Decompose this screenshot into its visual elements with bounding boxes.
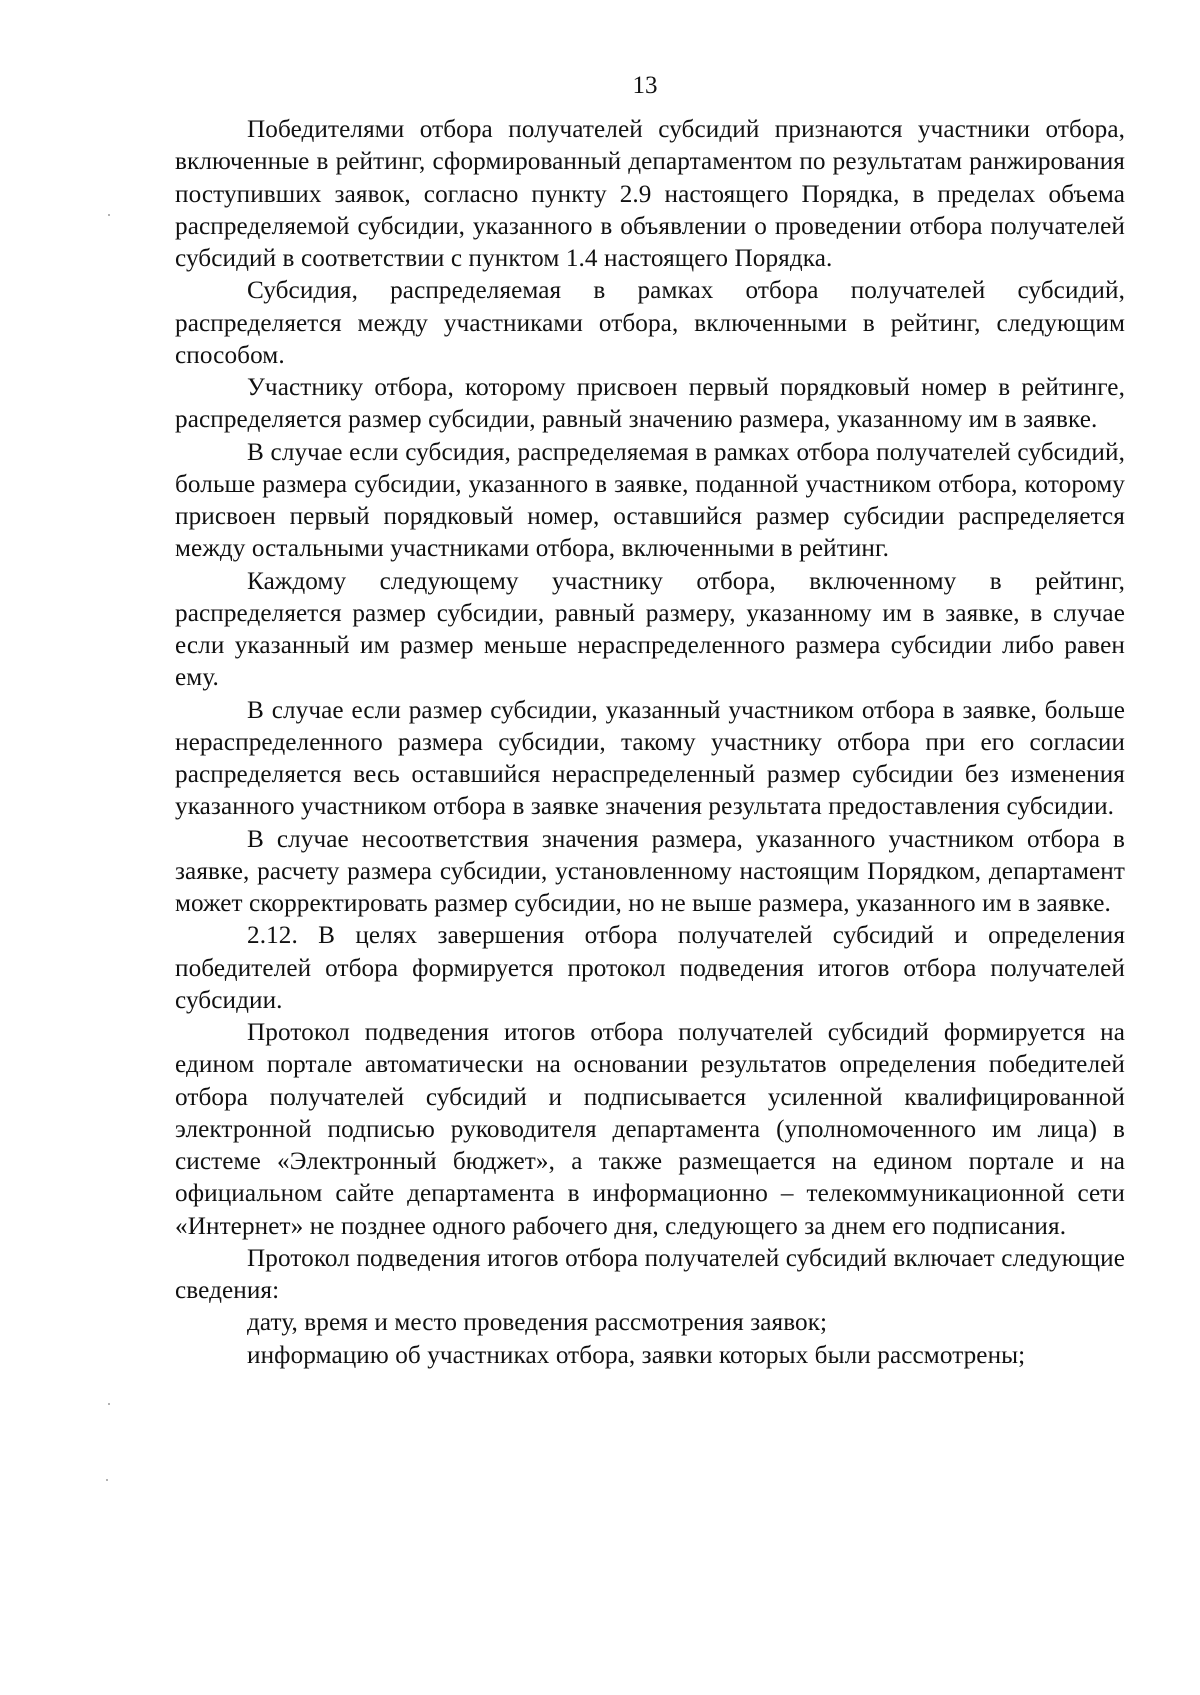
paragraph-remaining-subsidy: В случае если субсидия, распределяемая в рамках отбора получателей субсидий, больше размера субсидии, указанного в заявке, поданной участником отбора, которому присвоен первый порядковый номер, оставшийся размер субсидии распределяется между остальными участниками отбора, включенными в рейтинг. xyxy=(175,438,1125,563)
paragraph-section-2-12: 2.12. В целях завершения отбора получателей субсидий и определения победителей отбора формируется протокол подведения итогов отбора получателей субсидии. xyxy=(175,922,1125,1014)
paragraph-protocol-contents: Протокол подведения итогов отбора получателей субсидий включает следующие сведения: xyxy=(175,1244,1125,1304)
paragraph-mismatch: В случае несоответствия значения размера, указанного участником отбора в заявке, расчету размера субсидии, установленному настоящим Порядком, департамент может скорректировать размер субсидии, но не выше размера, указанного им в заявке. xyxy=(175,825,1125,917)
page-number: 13 xyxy=(632,72,658,99)
scan-speck xyxy=(106,1479,108,1481)
paragraph-next-participant: Каждому следующему участнику отбора, включенному в рейтинг, распределяется размер субсидии, равный размеру, указанному им в заявке, в случае если указанный им размер меньше нераспределенного размера субсидии либо равен ему. xyxy=(175,567,1125,692)
paragraph-first-participant: Участнику отбора, которому присвоен первый порядковый номер в рейтинге, распределяется размер субсидии, равный значению размера, указанному им в заявке. xyxy=(175,374,1125,434)
list-item-participants-info: информацию об участниках отбора, заявки которых были рассмотрены; xyxy=(247,1341,1026,1369)
paragraph-winners: Победителями отбора получателей субсидий признаются участники отбора, включенные в рейтинг, сформированный департаментом по результатам ранжирования поступивших заявок, согласно пункту 2.9 настоящего Порядка, в пределах объема распределяемой субсидии, указанного в объявлении о проведении отбора получателей субсидий в соответствии с пунктом 1.4 настоящего Порядка. xyxy=(175,116,1125,272)
paragraph-excess-request: В случае если размер субсидии, указанный участником отбора в заявке, больше нераспределенного размера субсидии, такому участнику отбора при его согласии распределяется весь оставшийся нераспределенный размер субсидии без изменения указанного участником отбора в заявке значения результата предоставления субсидии. xyxy=(175,696,1125,821)
paragraph-protocol-formation: Протокол подведения итогов отбора получателей субсидий формируется на едином портале автоматически на основании результатов определения победителей отбора получателей субсидий и подписывается усиленной квалифицированной электронной подписью руководителя департамента (уполномоченного им лица) в системе «Электронный бюджет», а также размещается на едином портале и на официальном сайте департамента в информационно – телекоммуникационной сети «Интернет» не позднее одного рабочего дня, следующего за днем его подписания. xyxy=(175,1019,1125,1240)
list-item-date-time-place: дату, время и место проведения рассмотрения заявок; xyxy=(247,1309,828,1337)
document-body xyxy=(175,114,1125,1372)
scan-speck xyxy=(108,214,110,216)
scan-speck xyxy=(108,1403,110,1405)
paragraph-subsidy-distribution: Субсидия, распределяемая в рамках отбора получателей субсидий, распределяется между участниками отбора, включенными в рейтинг, следующим способом. xyxy=(175,277,1125,369)
